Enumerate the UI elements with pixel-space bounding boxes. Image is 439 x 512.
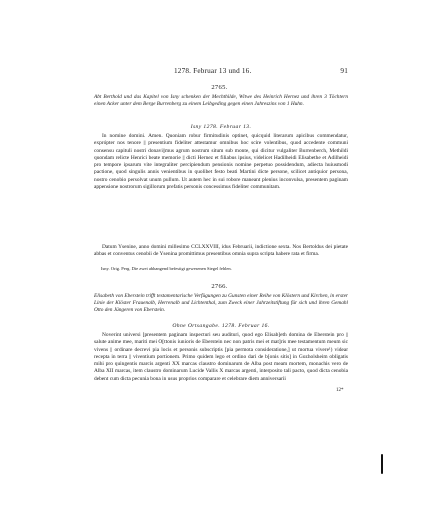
printer-signature: 12*: [336, 388, 344, 393]
document-number: 2765.: [211, 84, 228, 91]
document-text-closing: Datum Ysenine, anno domini millesimo CCLXXVIII, idus Februarii, indictione sexta. Nos Bertoldus dei pietate abbas et conventus cenobii de Ysenina promittimus presentibus omnia supra scripta habere rata et firma.: [94, 244, 348, 258]
document-summary: Elisabeth von Eberstein trifft testamentarische Verfügungen zu Gunsten einer Reihe von Klöstern und Kirchen, in erster Linie der Klöster Frauenalb, Herrenalb und Lichtenthal, zum Zweck einer Jahrzeitstiftung für sich und ihren Gemahl Otto den Jüngeren von Eberstein.: [94, 293, 348, 314]
document-dateline: Ohne Ortsangabe. 1278. Februar 16.: [172, 323, 270, 329]
source-note: Isny. Orig. Perg. Die zwei abhangend befestigt gewesenen Siegel fehlen.: [101, 266, 232, 271]
margin-mark: [381, 454, 383, 474]
document-text: In nomine domini. Amen. Quoniam robur firmitudinis optinet, quicquid literarum apicibus commendatur, exprópter nos tenore || presentium fideliter attestamur omnibus hoc scire volentibus, quod accedente communi consensu capituli nostri donavi||mus agrum nostrum situm sub monte, qui dicitur vulgaliter Burrenberch, Methildi quondam relicte Henrici beate memorie || dicti Hernez et filiabus ipsius, videlicet Hadilheidi Elisabethe et Adilheidi pro tempore ipsarum vite integraliter percipiendum pensionis nomine perpetuo possidendum, adiecta huiusmodi pactione, quod singulis annis venientibus in quolibet festo beati Martini dicte persone, scilicet antiquior persona, nostro cenobio persolvat unum pullum. Ut autem hec in sui robore maneant plenius inconvulsa, presentem paginam appensione nostrorum sigillorum prefatis personis concessimus fideliter communitam.: [94, 133, 348, 190]
page-number: 91: [340, 67, 348, 75]
document-number: 2766.: [211, 283, 228, 290]
document-text: Noverint universi [presentem paginam inspecturi seu audituri, quod ego Elisab]eth domina de Eberstein pro || salute anime mee, mariti mei O[ttonis iunioris de Eberstein nec non patris mei et mat]ris mee testamentum meum sic vivens || ordinare decrevi pia locis et personis subscriptis [pia permota consideratione,] ut mortua vivere¹) videar recepta in terra || viventium portionem. Primo quidem lego et ordino dari de b[onis sitis] in Gozholsheim obligatis mihi pro quingentis marcis argenti XX marcas claustro dominarum de Alba post meam mortem, monachis vero de Alba XII marcas, item claustro dominarum Lucide Vallis X marcas argenti, interposito tali pacto, quod dicta cenobia debent cum dicta pecunia bona in usus proprios comparare et celebrare diem anniversarii: [94, 332, 348, 382]
document-summary: Abt Berthold und das Kapitel von Isny schenken der Mechthilde, Witwe des Heinrich Hernez und ihren 3 Töchtern einen Acker unter dem Berge Burrenberg zu einem Leibgeding gegen einen Jahreszins von 1 Huhn.: [94, 94, 348, 108]
header-title: 1278. Februar 13 und 16.: [174, 67, 252, 75]
document-dateline: Isny 1278. Februar 13.: [190, 124, 252, 130]
